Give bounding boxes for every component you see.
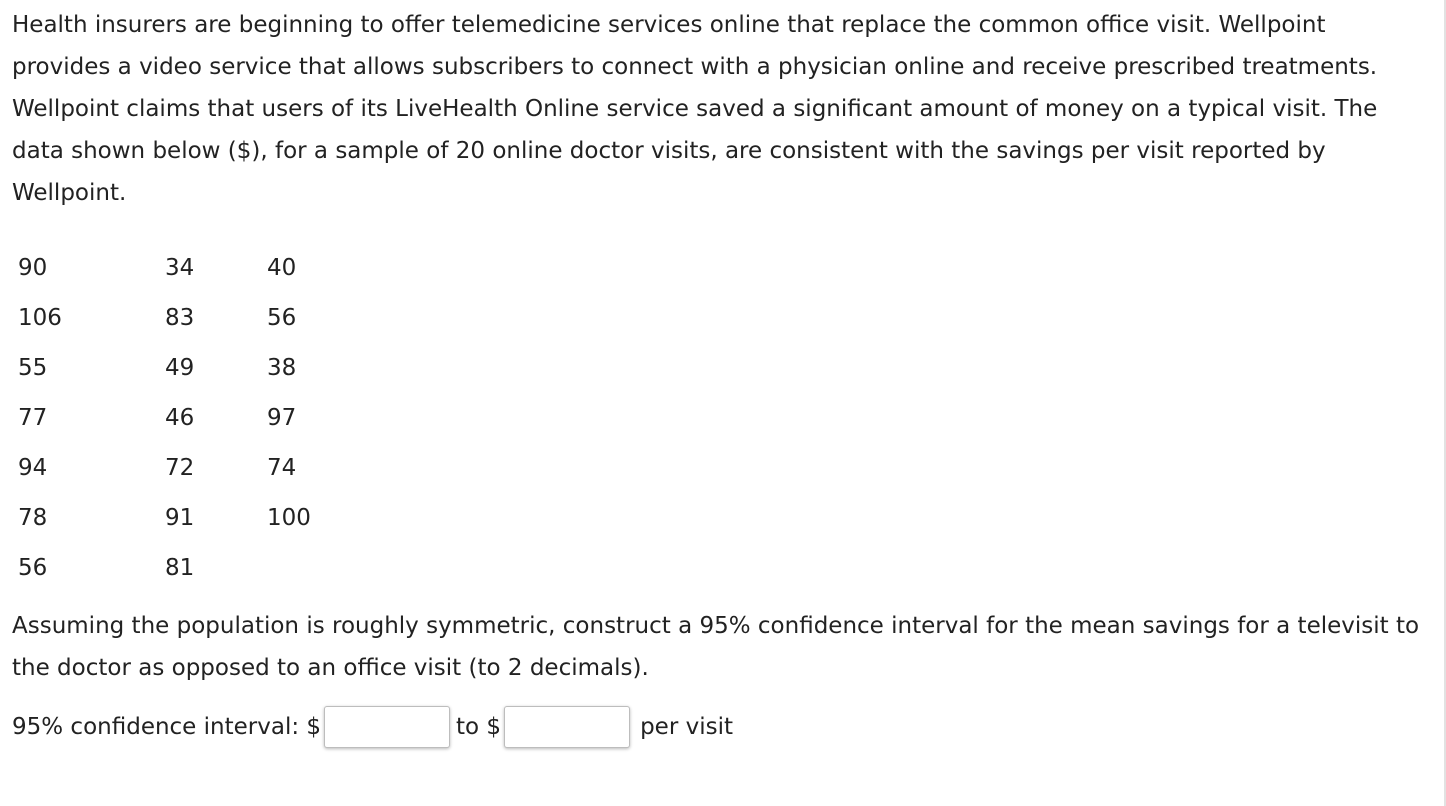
savings-data-table	[18, 243, 347, 593]
interval-label: 95% confidence interval: $	[12, 714, 322, 740]
table-cell: 81	[165, 555, 195, 581]
table-cell: 55	[18, 355, 48, 381]
confidence-interval-answer-row	[12, 704, 733, 750]
table-row	[18, 293, 347, 343]
problem-intro-text: Health insurers are beginning to offer telemedicine services online that replace the common office visit. Wellpoint provides a video service that allows subscribers to connect with a physician online and receive prescribed treatments. Wellpoint claims that users of its LiveHealth Online service saved a significant amount of money on a typical visit. The data shown below ($), for a sample of 20 online doctor visits, are consistent with the savings per visit reported by Wellpoint.	[12, 12, 1378, 206]
table-cell: 100	[267, 505, 311, 531]
table-cell: 90	[18, 255, 48, 281]
table-cell: 38	[267, 355, 297, 381]
interval-suffix: per visit	[640, 714, 733, 740]
table-cell: 106	[18, 305, 62, 331]
interval-separator: to $	[456, 714, 502, 740]
table-row	[18, 493, 347, 543]
table-cell: 56	[18, 555, 48, 581]
upper-bound-input[interactable]	[504, 706, 630, 748]
lower-bound-input[interactable]	[324, 706, 450, 748]
table-row	[18, 393, 347, 443]
table-cell: 56	[267, 305, 297, 331]
table-cell: 40	[267, 255, 297, 281]
table-cell: 46	[165, 405, 195, 431]
table-cell: 97	[267, 405, 297, 431]
table-cell: 49	[165, 355, 195, 381]
table-cell: 34	[165, 255, 195, 281]
table-cell: 91	[165, 505, 195, 531]
table-cell: 72	[165, 455, 195, 481]
table-cell: 78	[18, 505, 48, 531]
table-row	[18, 243, 347, 293]
table-cell	[267, 543, 347, 593]
table-cell: 74	[267, 455, 297, 481]
question-text: Assuming the population is roughly symmetric, construct a 95% confidence interval for the mean savings for a televisit to the doctor as opposed to an office visit (to 2 decimals).	[12, 613, 1420, 681]
table-cell: 77	[18, 405, 48, 431]
table-cell: 94	[18, 455, 48, 481]
table-row	[18, 343, 347, 393]
table-cell: 83	[165, 305, 195, 331]
table-row	[18, 443, 347, 493]
table-row	[18, 543, 347, 593]
